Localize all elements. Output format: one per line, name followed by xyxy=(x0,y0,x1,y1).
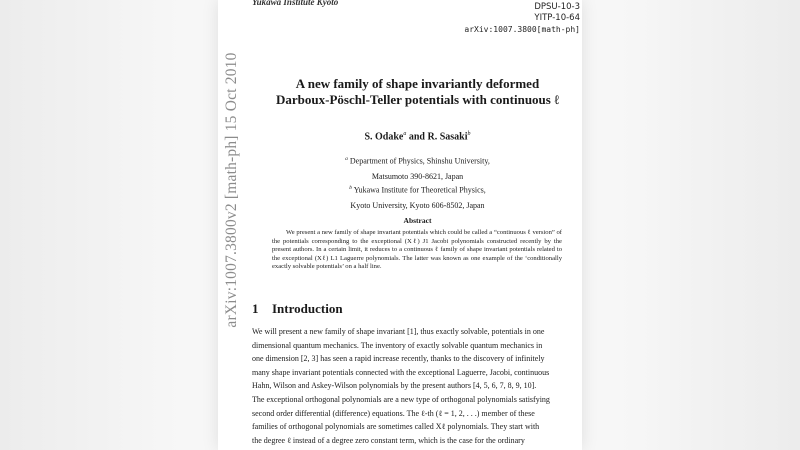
section-title: Introduction xyxy=(272,301,343,316)
text-line: dimensional quantum mechanics. The inventory of exactly solvable quantum mechanics in xyxy=(252,340,543,350)
text-line: second order differential (difference) equations. The ℓ-th (ℓ = 1, 2, . . .) member of these xyxy=(252,408,535,418)
affiliation-mark: b xyxy=(349,185,352,191)
abstract-heading: Abstract xyxy=(403,216,432,225)
author-connector: and xyxy=(408,131,425,143)
text-line: one dimension [2, 3] has seen a rapid increase recently, thanks to the discovery of infinitely xyxy=(252,354,545,364)
text-line: Hahn, Wilson and Askey-Wilson polynomials by the present authors [4, 5, 6, 7, 8, 9, 10]. xyxy=(252,381,537,391)
text-line: The exceptional orthogonal polynomials are a new type of orthogonal polynomials satisfying xyxy=(252,394,550,404)
text-line: the degree ℓ instead of a degree zero constant term, which is the case for the ordinary xyxy=(252,435,525,445)
institute-header: Yukawa Institute Kyoto xyxy=(252,0,339,7)
section-heading xyxy=(252,301,343,317)
affiliation-line: Department of Physics, Shinshu University, xyxy=(349,156,490,166)
text-line: families of orthogonal polynomials are sometimes called Xℓ polynomials. They start with xyxy=(252,422,540,432)
affiliation-mark: a xyxy=(403,131,407,137)
text-line: many shape invariant potentials connected with the exceptional Laguerre, Jacobi, continuous xyxy=(252,367,550,377)
arxiv-identifier: arXiv:1007.3800[math-ph] xyxy=(464,25,580,34)
abstract-text: We present a new family of shape invariant potentials which could be called a “continuous ℓ version” of the potentials corresponding to the exceptional (Xℓ) J1 Jacobi polynomials constructed recently by the present authors. In a certain limit, it reduces to a continuous ℓ family of shape invariant potentials related to the exceptional (Xℓ) L1 Laguerre polynomials. The latter was known as one example of the ‘conditionally exactly solvable potentials’ on a half line. xyxy=(272,229,562,271)
paper-title xyxy=(255,76,580,108)
affiliation xyxy=(255,154,580,182)
author-name: S. Odake xyxy=(364,131,404,143)
author-name: R. Sasaki xyxy=(427,131,468,143)
section-number: 1 xyxy=(252,301,259,316)
affiliation-mark: a xyxy=(345,156,348,162)
title-line: A new family of shape invariantly deformed xyxy=(295,76,540,91)
arxiv-sidebar-stamp: arXiv:1007.3800v2 [math-ph] 15 Oct 2010 xyxy=(223,52,240,328)
report-number: DPSU-10-3 xyxy=(534,2,580,12)
title-line: Darboux-Pöschl-Teller potentials with continuous ℓ xyxy=(276,92,559,107)
authors xyxy=(255,131,580,142)
report-numbers xyxy=(464,2,580,35)
text-line: We will present a new family of shape invariant [1], thus exactly solvable, potentials in one xyxy=(252,327,545,336)
report-number: YITP-10-64 xyxy=(534,13,580,23)
affiliation-line: Yukawa Institute for Theoretical Physics, xyxy=(353,185,486,195)
affiliation-mark: b xyxy=(467,131,471,137)
affiliation-line: Kyoto University, Kyoto 606-8502, Japan xyxy=(350,200,485,210)
affiliation xyxy=(255,183,580,211)
affiliation-line: Matsumoto 390-8621, Japan xyxy=(371,171,464,181)
introduction-body xyxy=(252,325,582,447)
